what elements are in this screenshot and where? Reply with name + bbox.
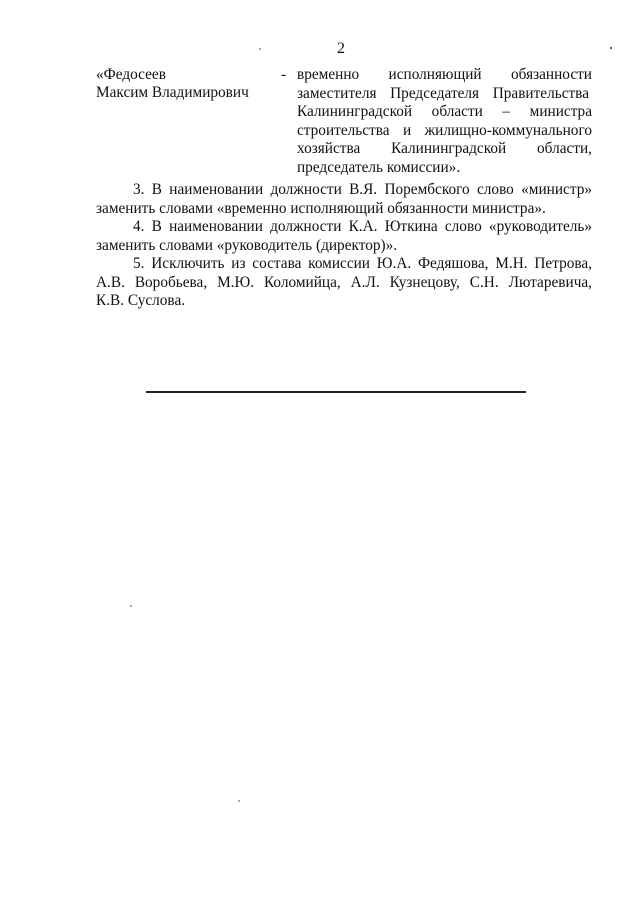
- member-name-line: «Федосеев: [96, 66, 166, 83]
- scan-speck: [238, 800, 240, 802]
- member-name-line: Максим Владимирович: [96, 84, 249, 101]
- paragraph-line: заменить словами «руководитель (директор)».: [96, 236, 398, 254]
- paragraph-line: 3. В наименовании должности В.Я. Порембского слово «министр»: [133, 181, 592, 198]
- paragraph-line: 4. В наименовании должности К.А. Юткина слово «руководитель»: [133, 218, 592, 235]
- page-number: 2: [337, 40, 345, 57]
- position-line: заместителя Председателя Правительства: [297, 84, 589, 102]
- paragraph-line: К.В. Суслова.: [96, 292, 186, 309]
- position-line: хозяйства Калининградской области,: [297, 140, 592, 157]
- position-line: Калининградской области – министра: [297, 103, 592, 120]
- position-line: председатель комиссии».: [297, 158, 461, 176]
- position-line: временно исполняющий обязанности: [297, 66, 592, 83]
- dash: -: [281, 66, 287, 83]
- scan-speck: [610, 47, 612, 49]
- scan-speck: [259, 48, 261, 50]
- paragraph-line: 5. Исключить из состава комиссии Ю.А. Федяшова, М.Н. Петрова,: [133, 255, 592, 272]
- paragraph-line: А.В. Воробьева, М.Ю. Коломийца, А.Л. Кузнецову, С.Н. Лютаревича,: [96, 273, 592, 291]
- position-line: строительства и жилищно-коммунального: [297, 121, 592, 139]
- scan-speck: [130, 605, 132, 607]
- closing-rule: [146, 391, 526, 393]
- paragraph-line: заменить словами «временно исполняющий обязанности министра».: [96, 199, 546, 217]
